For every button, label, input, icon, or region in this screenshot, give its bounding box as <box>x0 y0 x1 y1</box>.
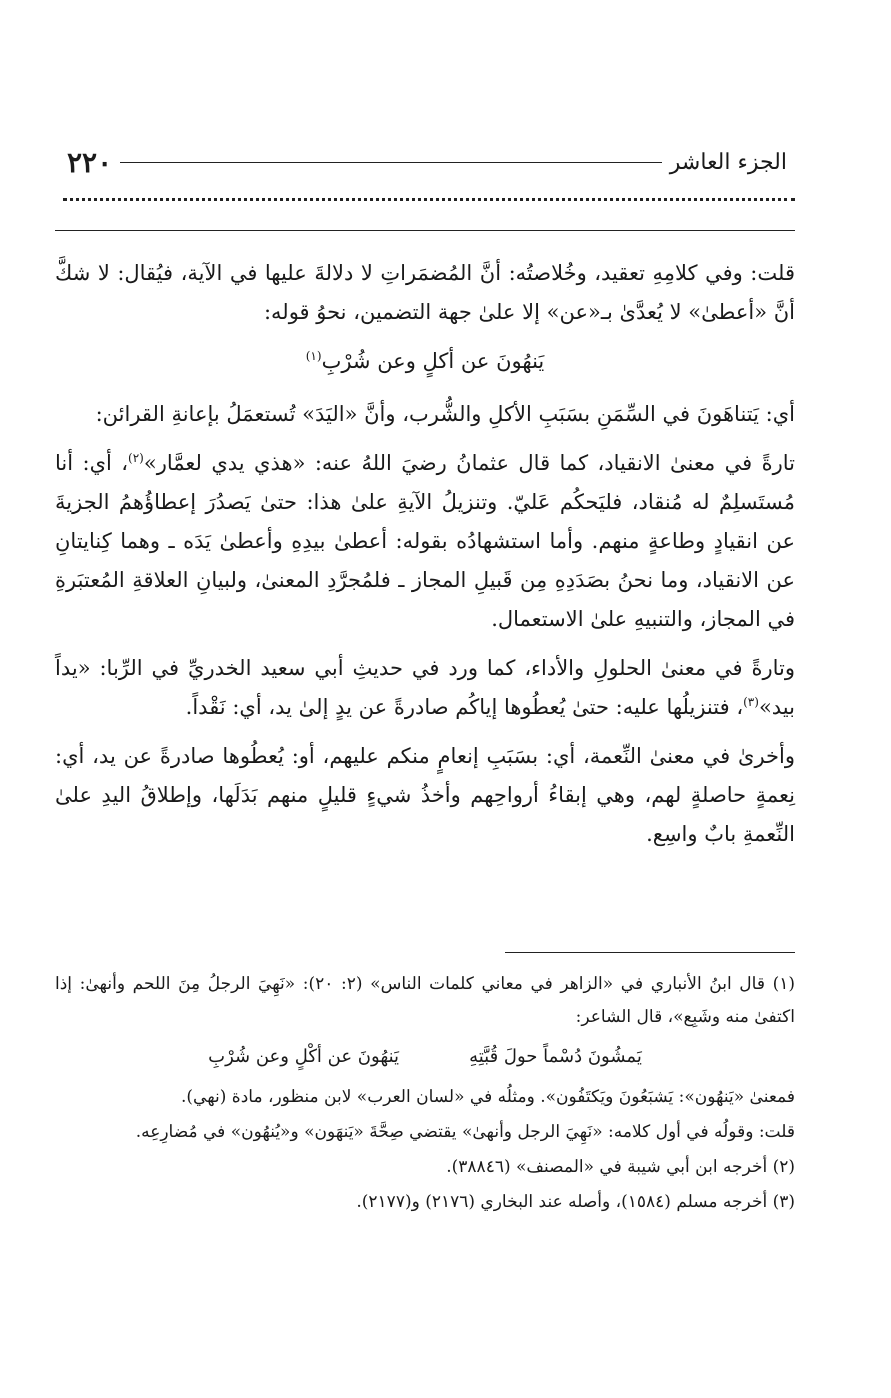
paragraph-3-part-b: ، أي: أنا مُستَسلِمٌ له مُنقاد، فليَحكُم عَليّ. وتنزيلُ الآيةِ علىٰ هذا: حتىٰ يَصدُرَ إعطاؤُهمُ الجزيةَ عن انقيادٍ وطاعةٍ منهم. وأما استشهادُه بقوله: أعطىٰ بيدِهِ وأعطىٰ يَدَه ـ وهما كِنايتانِ عن الانقياد، وما نحنُ بصَدَدِهِ مِن قَبيلِ المجاز ـ فلمُجرَّدِ المعنىٰ، ولبيانِ العلاقةِ المُعتبَرةِ في المجاز، والتنبيهِ علىٰ الاستعمال. <box>55 451 795 631</box>
verse-hemistich-right: يَمشُونَ دُسْماً حولَ قُبَّتِهِ <box>469 1046 642 1067</box>
footnote-1-comment: قلت: وقولُه في أول كلامه: «نَهِيَ الرجل وأنهىٰ» يقتضي صِحَّةَ «يَنهَون» و«يُنهُون» في مُضارِعِه. <box>135 1122 795 1142</box>
header-rule <box>120 162 662 163</box>
footnote-ref-1: (١) <box>305 349 322 363</box>
footnote-ref-2: (٢) <box>128 451 144 465</box>
paragraph-2: أي: يَتناهَونَ في السِّمَنِ بسَبَبِ الأكلِ والشُّرب، وأنَّ «اليَدَ» تُستعمَلُ بإعانةِ القرائن: <box>95 402 795 426</box>
paragraph-4 <box>55 649 795 727</box>
paragraph-4-part-b: ، فتنزيلُها عليه: حتىٰ يُعطُوها إياكُم صادرةً عن يدٍ إلىٰ يد، أي: نَقْداً. <box>185 695 744 719</box>
footnote-3: (٣) أخرجه مسلم (١٥٨٤)، وأصله عند البخاري (٢١٧٦) و(٢١٧٧). <box>356 1192 795 1212</box>
footnote-1-intro: (١) قال ابنُ الأنباري في «الزاهر في معاني كلمات الناس» (٢: ٢٠): «نَهِيَ الرجلُ مِنَ اللحم وأنهىٰ: إذا اكتفىٰ منه وشَبِع»، قال الشاعر: <box>55 974 795 1027</box>
running-title: الجزء العاشر <box>669 149 787 175</box>
poetry-line <box>55 342 795 381</box>
footnote-1-verse <box>55 1040 795 1073</box>
paragraph-4-part-a: وتارةً في معنىٰ الحلولِ والأداء، كما ورد في حديثِ أبي سعيد الخدريِّ في الرِّبا: «يداً بيد» <box>55 656 795 719</box>
verse-hemistich-left: يَنهُونَ عن أكْلٍ وعن شُرْبِ <box>208 1046 400 1067</box>
footnotes <box>55 968 795 1221</box>
footnote-separator <box>505 952 795 953</box>
main-text <box>55 254 795 864</box>
footnote-ref-3: (٣) <box>743 695 759 709</box>
page-header <box>55 142 795 182</box>
header-divider <box>55 230 795 231</box>
verse-text: يَنهُونَ عن أكلٍ وعن شُرْبِ <box>321 349 545 373</box>
page-number: ٢٢٠ <box>67 145 113 179</box>
paragraph-3 <box>55 444 795 639</box>
paragraph-3-part-a: تارةً في معنىٰ الانقياد، كما قال عثمانُ رضيَ اللهُ عنه: «هذي يدي لعمَّار» <box>143 451 795 475</box>
paragraph-5: وأخرىٰ في معنىٰ النِّعمة، أي: بسَبَبِ إنعامٍ منكم عليهم، أو: يُعطُوها صادرةً عن يد، أي: نِعمةٍ حاصلةٍ لهم، وهي إبقاءُ أرواحِهم وأخذُ شيءٍ قليلٍ منهم بَدَلَها، وإطلاقُ اليدِ علىٰ النِّعمةِ بابٌ واسِع. <box>55 744 795 846</box>
dotted-divider <box>63 198 795 201</box>
footnote-2: (٢) أخرجه ابن أبي شيبة في «المصنف» (٣٨٨٤٦). <box>446 1157 795 1177</box>
footnote-1-explanation: فمعنىٰ «يَنهُون»: يَشبَعُونَ ويَكتَفُون». ومثلُه في «لسان العرب» لابن منظور، مادة (نهي). <box>181 1087 795 1107</box>
paragraph-1: قلت: وفي كلامِهِ تعقيد، وخُلاصتُه: أنَّ المُضمَراتِ لا دلالةَ عليها في الآية، فيُقال: لا شكَّ أنَّ «أعطىٰ» لا يُعدَّىٰ بـ«عن» إلا علىٰ جهة التضمين، نحوُ قوله: <box>55 261 795 324</box>
